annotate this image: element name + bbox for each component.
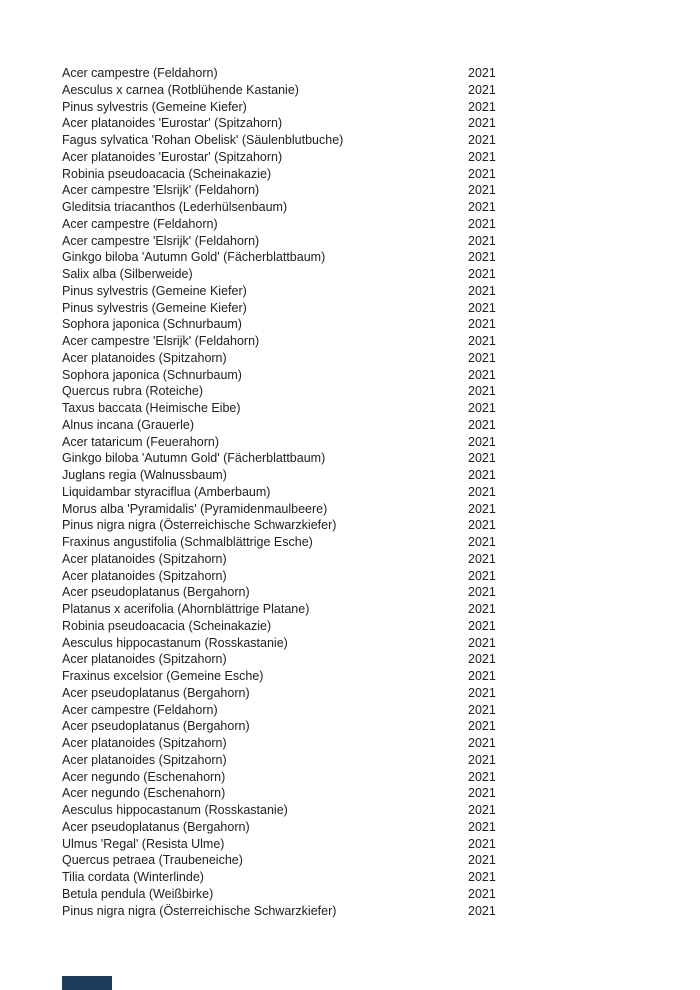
species-name-cell: Acer platanoides (Spitzahorn): [62, 568, 227, 583]
species-name-cell: Acer campestre (Feldahorn): [62, 66, 218, 80]
year-cell: 2021: [468, 685, 496, 700]
species-name-cell: Quercus petraea (Traubeneiche): [62, 853, 243, 868]
species-name-cell: Acer campestre 'Elsrijk' (Feldahorn): [62, 233, 260, 248]
species-name-cell: Acer platanoides 'Eurostar' (Spitzahorn): [62, 149, 283, 164]
species-name-cell: Morus alba 'Pyramidalis' (Pyramidenmaulbeere): [62, 501, 328, 516]
species-name-cell: Aesculus hippocastanum (Rosskastanie): [62, 803, 288, 817]
species-name-cell: Platanus x acerifolia (Ahornblättrige Platane): [62, 602, 310, 616]
year-cell: 2021: [468, 903, 496, 918]
table-row: [62, 819, 522, 836]
year-cell: 2021: [468, 183, 496, 198]
year-cell: 2021: [468, 618, 496, 633]
year-cell: 2021: [468, 468, 496, 482]
year-cell: 2021: [468, 853, 496, 868]
table-row: [62, 869, 522, 886]
table-row: [62, 182, 522, 199]
table-row: [62, 668, 522, 685]
species-name-cell: Acer platanoides (Spitzahorn): [62, 752, 227, 767]
footer-button-fragment[interactable]: [62, 976, 112, 990]
year-cell: 2021: [468, 300, 496, 315]
table-row: [62, 886, 522, 903]
year-cell: 2021: [468, 702, 496, 717]
species-name-cell: Acer platanoides (Spitzahorn): [62, 551, 227, 566]
year-cell: 2021: [468, 568, 496, 583]
year-cell: 2021: [468, 334, 496, 348]
table-row: [62, 417, 522, 434]
species-name-cell: Pinus nigra nigra (Österreichische Schwarzkiefer): [62, 903, 337, 918]
year-cell: 2021: [468, 116, 496, 131]
table-row: [62, 484, 522, 501]
species-name-cell: Fraxinus excelsior (Gemeine Esche): [62, 669, 264, 683]
species-name-cell: Acer campestre (Feldahorn): [62, 702, 218, 717]
table-row: [62, 534, 522, 551]
year-cell: 2021: [468, 602, 496, 616]
table-row: [62, 434, 522, 451]
table-row: [62, 584, 522, 601]
species-name-cell: Fraxinus angustifolia (Schmalblättrige Esche): [62, 535, 313, 549]
species-name-cell: Robinia pseudoacacia (Scheinakazie): [62, 166, 272, 181]
table-row: [62, 769, 522, 786]
year-cell: 2021: [468, 401, 496, 415]
species-name-cell: Salix alba (Silberweide): [62, 267, 193, 281]
year-cell: 2021: [468, 803, 496, 817]
table-row: [62, 551, 522, 568]
table-row: [62, 400, 522, 417]
species-name-cell: Acer campestre 'Elsrijk' (Feldahorn): [62, 183, 260, 198]
species-name-cell: Pinus sylvestris (Gemeine Kiefer): [62, 300, 247, 315]
table-row: [62, 618, 522, 635]
year-cell: 2021: [468, 535, 496, 549]
table-row: [62, 99, 522, 116]
table-row: [62, 450, 522, 467]
table-row: [62, 685, 522, 702]
table-row: [62, 115, 522, 132]
table-row: [62, 735, 522, 752]
year-cell: 2021: [468, 819, 496, 834]
year-cell: 2021: [468, 484, 496, 499]
table-row: [62, 601, 522, 618]
species-name-cell: Juglans regia (Walnussbaum): [62, 468, 227, 482]
year-cell: 2021: [468, 233, 496, 248]
species-name-cell: Acer pseudoplatanus (Bergahorn): [62, 819, 250, 834]
year-cell: 2021: [468, 518, 496, 533]
year-cell: 2021: [468, 200, 496, 214]
year-cell: 2021: [468, 82, 496, 97]
year-cell: 2021: [468, 836, 496, 851]
year-cell: 2021: [468, 367, 496, 382]
species-name-cell: Acer negundo (Eschenahorn): [62, 786, 226, 801]
table-row: [62, 266, 522, 283]
table-row: [62, 367, 522, 384]
table-row: [62, 233, 522, 250]
species-name-cell: Aesculus x carnea (Rotblühende Kastanie): [62, 82, 299, 97]
species-name-cell: Gleditsia triacanthos (Lederhülsenbaum): [62, 200, 288, 214]
species-name-cell: Acer platanoides (Spitzahorn): [62, 736, 227, 750]
table-row: [62, 350, 522, 367]
year-cell: 2021: [468, 451, 496, 466]
year-cell: 2021: [468, 267, 496, 281]
year-cell: 2021: [468, 652, 496, 667]
table-row: [62, 651, 522, 668]
year-cell: 2021: [468, 870, 496, 884]
year-cell: 2021: [468, 501, 496, 516]
year-cell: 2021: [468, 166, 496, 181]
species-name-cell: Pinus sylvestris (Gemeine Kiefer): [62, 99, 247, 114]
year-cell: 2021: [468, 752, 496, 767]
species-name-cell: Liquidambar styraciflua (Amberbaum): [62, 484, 271, 499]
table-row: [62, 132, 522, 149]
table-row: [62, 199, 522, 216]
species-name-cell: Pinus nigra nigra (Österreichische Schwarzkiefer): [62, 518, 337, 533]
table-row: [62, 383, 522, 400]
species-name-cell: Acer pseudoplatanus (Bergahorn): [62, 719, 250, 734]
year-cell: 2021: [468, 669, 496, 683]
table-row: [62, 316, 522, 333]
table-row: [62, 501, 522, 518]
species-name-cell: Betula pendula (Weißbirke): [62, 886, 214, 901]
table-row: [62, 166, 522, 183]
table-row: [62, 65, 522, 82]
year-cell: 2021: [468, 417, 496, 432]
table-row: [62, 517, 522, 534]
table-row: [62, 785, 522, 802]
table-row: [62, 903, 522, 920]
year-cell: 2021: [468, 434, 496, 449]
year-cell: 2021: [468, 283, 496, 298]
table-row: [62, 216, 522, 233]
year-cell: 2021: [468, 886, 496, 901]
species-name-cell: Sophora japonica (Schnurbaum): [62, 317, 242, 332]
species-name-cell: Quercus rubra (Roteiche): [62, 384, 204, 399]
species-name-cell: Acer pseudoplatanus (Bergahorn): [62, 585, 250, 600]
year-cell: 2021: [468, 769, 496, 784]
species-name-cell: Pinus sylvestris (Gemeine Kiefer): [62, 283, 247, 298]
year-cell: 2021: [468, 350, 496, 365]
species-name-cell: Tilia cordata (Winterlinde): [62, 870, 204, 884]
table-row: [62, 752, 522, 769]
species-name-cell: Acer campestre 'Elsrijk' (Feldahorn): [62, 334, 260, 348]
species-name-cell: Acer platanoides (Spitzahorn): [62, 652, 227, 667]
table-row: [62, 635, 522, 652]
table-row: [62, 802, 522, 819]
species-name-cell: Fagus sylvatica 'Rohan Obelisk' (Säulenblutbuche): [62, 133, 344, 147]
species-name-cell: Acer platanoides 'Eurostar' (Spitzahorn): [62, 116, 283, 131]
table-row: [62, 149, 522, 166]
table-row: [62, 702, 522, 719]
species-name-cell: Acer platanoides (Spitzahorn): [62, 350, 227, 365]
year-cell: 2021: [468, 585, 496, 600]
species-name-cell: Aesculus hippocastanum (Rosskastanie): [62, 635, 288, 650]
table-row: [62, 249, 522, 266]
species-name-cell: Ginkgo biloba 'Autumn Gold' (Fächerblattbaum): [62, 250, 326, 265]
table-row: [62, 836, 522, 853]
species-name-cell: Ulmus 'Regal' (Resista Ulme): [62, 836, 225, 851]
year-cell: 2021: [468, 384, 496, 399]
species-name-cell: Ginkgo biloba 'Autumn Gold' (Fächerblattbaum): [62, 451, 326, 466]
species-name-cell: Acer pseudoplatanus (Bergahorn): [62, 685, 250, 700]
year-cell: 2021: [468, 719, 496, 734]
species-name-cell: Robinia pseudoacacia (Scheinakazie): [62, 618, 272, 633]
species-name-cell: Acer negundo (Eschenahorn): [62, 769, 226, 784]
year-cell: 2021: [468, 149, 496, 164]
species-name-cell: Sophora japonica (Schnurbaum): [62, 367, 242, 382]
table-row: [62, 82, 522, 99]
species-name-cell: Acer campestre (Feldahorn): [62, 216, 218, 231]
year-cell: 2021: [468, 250, 496, 265]
table-row: [62, 718, 522, 735]
table-row: [62, 333, 522, 350]
year-cell: 2021: [468, 786, 496, 801]
year-cell: 2021: [468, 133, 496, 147]
table-row: [62, 300, 522, 317]
year-cell: 2021: [468, 66, 496, 80]
year-cell: 2021: [468, 736, 496, 750]
table-row: [62, 467, 522, 484]
table-row: [62, 283, 522, 300]
year-cell: 2021: [468, 551, 496, 566]
table-row: [62, 568, 522, 585]
species-name-cell: Taxus baccata (Heimische Eibe): [62, 401, 241, 415]
species-name-cell: Alnus incana (Grauerle): [62, 417, 195, 432]
table-row: [62, 852, 522, 869]
year-cell: 2021: [468, 317, 496, 332]
year-cell: 2021: [468, 635, 496, 650]
year-cell: 2021: [468, 216, 496, 231]
species-name-cell: Acer tataricum (Feuerahorn): [62, 434, 220, 449]
year-cell: 2021: [468, 99, 496, 114]
tree-table: [62, 65, 522, 919]
